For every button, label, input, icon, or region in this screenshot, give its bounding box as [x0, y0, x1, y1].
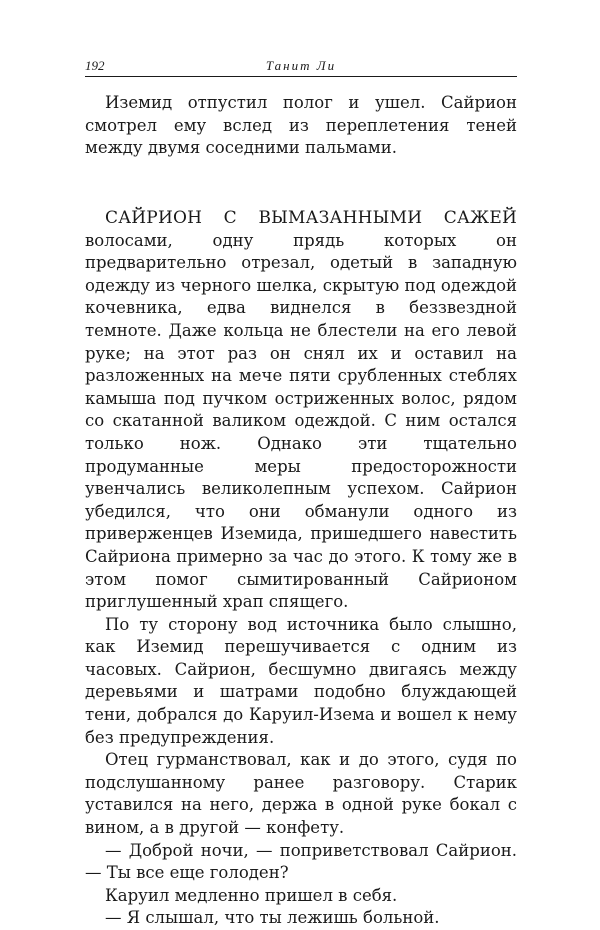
header-rule	[85, 76, 517, 77]
text-block-top	[85, 92, 517, 160]
section-opening-paragraph	[85, 207, 517, 614]
paragraph: — Доброй ночи, — поприветствовал Сайрион. — Ты все еще голоден?	[85, 840, 517, 883]
opening-small-caps: САЙРИОН С ВЫМАЗАННЫМИ САЖЕЙ	[105, 208, 517, 228]
opening-text: волосами, одну прядь которых он предварительно отрезал, одетый в западную одежду из черного шелка, скрытую под одеждой кочевника, едва виднелся в беззвездной темноте. Даже кольца не блестели на его левой руке; на этот раз он снял их и оставил на разложенных на мече пяти срубленных стеблях камыша под пучком остриженных волос, рядом со скатанной валиком одеждой. С ним остался только нож. Однако эти тщательно продуманные меры предосторожности увенчались великолепным успехом. Сайрион убедился, что они обманули одного из приверженцев Иземида, пришедшего навестить Сайриона примерно за час до этого. К тому же в этом помог сымитированный Сайрионом приглушенный храп спящего.	[85, 230, 517, 612]
paragraph: По ту сторону вод источника было слышно, как Иземид перешучивается с одним из часовых. Сайрион, бесшумно двигаясь между деревьями и шатрами подобно блуждающей тени, добрался до Каруил-Изема и вошел к нему без предупреждения.	[85, 614, 517, 747]
paragraph: — Я слышал, что ты лежишь больной.	[105, 908, 440, 928]
text-block-section	[85, 207, 517, 930]
page-number: 192	[85, 58, 105, 73]
page-header	[85, 58, 517, 76]
paragraph: Каруил медленно пришел в себя.	[105, 885, 398, 905]
running-head-author: Танит Ли	[265, 58, 337, 73]
paragraph: Отец гурманствовал, как и до этого, судя по подслушанному ранее разговору. Старик уставился на него, держа в одной руке бокал с вином, а в другой — конфету.	[85, 750, 517, 838]
paragraph: Иземид отпустил полог и ушел. Сайрион смотрел ему вслед из переплетения теней между двумя соседними пальмами.	[85, 93, 517, 158]
